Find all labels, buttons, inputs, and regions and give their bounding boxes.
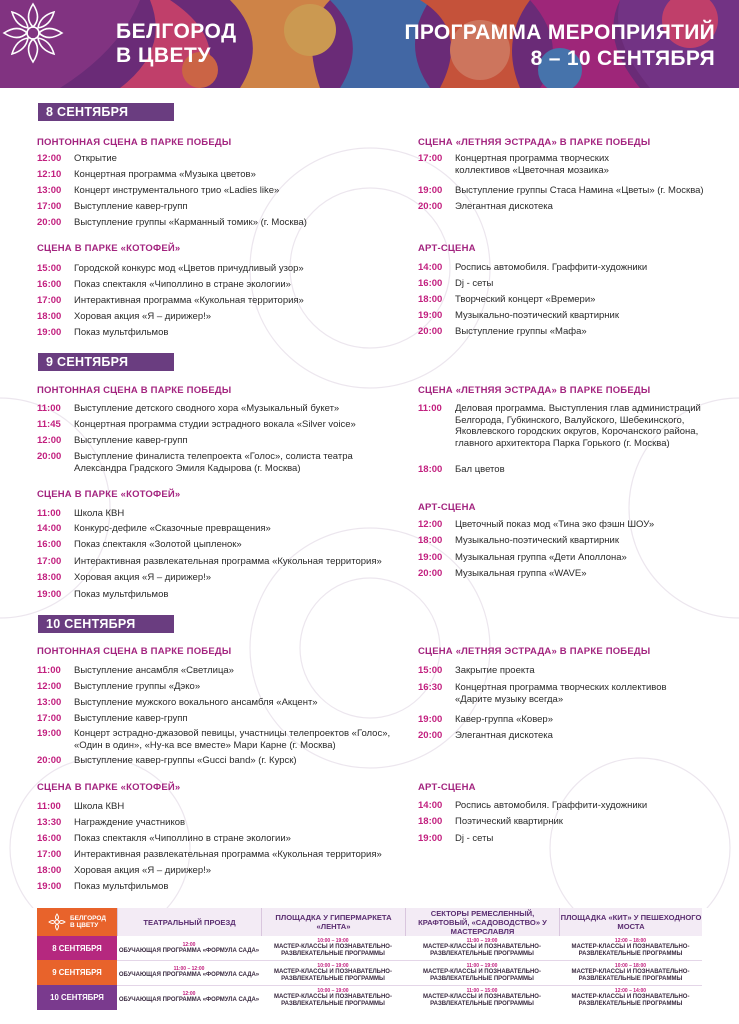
event-time: 20:00: [418, 201, 443, 212]
table-cell: [117, 960, 261, 985]
event-row: [418, 568, 587, 580]
event-row: [37, 681, 200, 693]
event-row: [37, 713, 188, 725]
event-time: 20:00: [37, 451, 62, 462]
day-header-10-september: 10 СЕНТЯБРЯ: [38, 615, 174, 633]
cell-time: 10:00 – 19:00: [317, 938, 349, 944]
event-row: [37, 865, 211, 877]
event-desc: Показ мультфильмов: [74, 327, 169, 338]
event-time: 17:00: [418, 153, 443, 164]
event-time: 18:00: [37, 311, 62, 322]
event-time: 17:00: [37, 713, 62, 724]
event-desc: Школа КВН: [74, 508, 125, 519]
event-row: [418, 185, 704, 197]
venue-title: СЦЕНА «ЛЕТНЯЯ ЭСТРАДА» В ПАРКЕ ПОБЕДЫ: [418, 137, 651, 148]
event-desc: Интерактивная развлекательная программа «Кукольная территория»: [74, 556, 382, 567]
event-row: [418, 730, 553, 742]
table-cell: [117, 985, 261, 1010]
event-desc: Выступление кавер-групп: [74, 713, 188, 724]
event-desc: Деловая программа. Выступления глав администраций Белгорода, Губкинского, Валуйского, Шебекинского, Яковлевского городских округов, Корочанского района, главного архитектора Парка Горького (г. Москва): [455, 403, 701, 449]
event-desc: Показ мультфильмов: [74, 881, 169, 892]
event-time: 18:00: [37, 865, 62, 876]
event-time: 11:00: [37, 403, 61, 414]
event-time: 18:00: [418, 816, 443, 827]
column-header: ПЛОЩАДКА У ГИПЕРМАРКЕТА «ЛЕНТА»: [261, 908, 405, 936]
column-header: СЕКТОРЫ РЕМЕСЛЕННЫЙ, КРАФТОВЫЙ, «САДОВОДСТВО» У МАСТЕРСЛАВЛЯ: [405, 908, 559, 936]
event-desc: Хоровая акция «Я – дирижер!»: [74, 311, 212, 322]
event-row: [418, 326, 587, 338]
event-time: 14:00: [37, 523, 62, 534]
event-time: 13:00: [37, 185, 62, 196]
venue-title: АРТ-СЦЕНА: [418, 502, 476, 513]
day-header-8-september: 8 СЕНТЯБРЯ: [38, 103, 174, 121]
event-desc: Концерт эстрадно-джазовой певицы, участницы телепроектов «Голос», «Один в один», «Ну-ка все вместе» Мари Карне (г. Москва): [74, 728, 391, 751]
event-time: 12:00: [37, 435, 62, 446]
event-desc: Выступление детского сводного хора «Музыкальный букет»: [74, 403, 340, 414]
cell-time: 11:00 – 19:00: [466, 962, 498, 969]
event-desc: Показ спектакля «Чиполлино в стране экологии»: [74, 833, 291, 844]
event-time: 11:00: [37, 801, 61, 812]
event-desc: Интерактивная развлекательная программа «Кукольная территория»: [74, 849, 382, 860]
event-time: 19:00: [37, 589, 62, 600]
event-time: 20:00: [418, 730, 443, 741]
venue-title: СЦЕНА «ЛЕТНЯЯ ЭСТРАДА» В ПАРКЕ ПОБЕДЫ: [418, 646, 651, 657]
event-row: [37, 697, 318, 709]
event-row: [37, 153, 117, 165]
event-time: 19:00: [37, 881, 62, 892]
event-desc: Поэтический квартирник: [455, 816, 563, 827]
event-row: [418, 552, 627, 564]
event-time: 16:00: [37, 279, 62, 290]
event-time: 14:00: [418, 262, 443, 273]
table-cell: [405, 960, 559, 985]
event-row: [37, 263, 304, 275]
event-time: 14:00: [418, 800, 443, 811]
event-row: [37, 419, 356, 431]
venue-title: АРТ-СЦЕНА: [418, 782, 476, 793]
event-desc: Концертная программа студии эстрадного вокала «Silver voice»: [74, 419, 356, 430]
event-row: [418, 201, 553, 213]
event-row: [37, 435, 188, 447]
event-desc: Выступление группы «Карманный томик» (г. Москва): [74, 217, 307, 228]
event-time: 20:00: [37, 217, 62, 228]
event-time: 20:00: [37, 755, 62, 766]
event-row: [418, 310, 619, 322]
cell-text: МАСТЕР-КЛАССЫ И ПОЗНАВАТЕЛЬНО-РАЗВЛЕКАТЕЛЬНЫЕ ПРОГРАММЫ: [274, 944, 392, 957]
cell-time: 11:00 – 12:00: [173, 966, 205, 972]
event-row: [37, 279, 291, 291]
event-row: [37, 295, 304, 307]
cell-time: 12:00: [182, 991, 196, 997]
event-row: [418, 262, 647, 274]
event-desc: Концертная программа «Музыка цветов»: [74, 169, 256, 180]
event-desc: Хоровая акция «Я – дирижер!»: [74, 865, 212, 876]
table-day-label: 8 СЕНТЯБРЯ: [37, 936, 117, 960]
table-logo-text: [70, 915, 106, 929]
event-row: [37, 755, 297, 767]
cell-text: МАСТЕР-КЛАССЫ И ПОЗНАВАТЕЛЬНО-РАЗВЛЕКАТЕЛЬНЫЕ ПРОГРАММЫ: [571, 993, 690, 1007]
flower-logo-icon: [0, 0, 66, 66]
event-desc: Роспись автомобиля. Граффити-художники: [455, 262, 648, 273]
event-row: [418, 714, 553, 726]
event-row: [418, 816, 563, 828]
event-row: [37, 572, 211, 584]
program-title: [404, 20, 715, 72]
event-time: 11:00: [37, 665, 61, 676]
event-row: [418, 464, 505, 476]
cell-time: 10:00 – 19:00: [317, 987, 349, 994]
event-desc: Выступление группы «Дэко»: [74, 681, 201, 692]
cell-time: 10:00 – 18:00: [614, 962, 647, 969]
event-time: 16:00: [418, 278, 443, 289]
event-row: [418, 153, 625, 176]
table-row: [37, 960, 702, 986]
cell-time: 12:00 – 14:00: [614, 987, 647, 994]
event-desc: Награждение участников: [74, 817, 186, 828]
event-row: [37, 665, 234, 677]
event-row: [37, 589, 168, 601]
event-time: 19:00: [37, 728, 62, 739]
program-title-line-2: 8 – 10 СЕНТЯБРЯ: [530, 47, 715, 70]
event-row: [37, 849, 382, 861]
event-row: [37, 185, 279, 197]
event-desc: Роспись автомобиля. Граффити-художники: [455, 800, 648, 811]
event-time: 16:00: [37, 539, 62, 550]
event-time: 13:30: [37, 817, 62, 828]
event-row: [418, 403, 707, 449]
event-row: [37, 833, 291, 845]
cell-text: МАСТЕР-КЛАССЫ И ПОЗНАВАТЕЛЬНО-РАЗВЛЕКАТЕЛЬНЫЕ ПРОГРАММЫ: [423, 993, 541, 1007]
event-row: [37, 881, 168, 893]
venue-title: ПОНТОННАЯ СЦЕНА В ПАРКЕ ПОБЕДЫ: [37, 137, 232, 148]
event-desc: Выступление группы Стаса Намина «Цветы» (г. Москва): [455, 185, 704, 196]
event-desc: Показ спектакля «Чиполлино в стране экологии»: [74, 279, 291, 290]
table-cell: [559, 960, 702, 985]
event-desc: Выступление мужского вокального ансамбля «Акцент»: [74, 697, 318, 708]
event-time: 19:00: [418, 552, 443, 563]
event-row: [37, 523, 271, 535]
event-desc: Конкурс-дефиле «Сказочные превращения»: [74, 523, 271, 534]
event-desc: Музыкально-поэтический квартирник: [455, 535, 620, 546]
workshops-table: [37, 908, 702, 1010]
event-row: [37, 556, 382, 568]
event-desc: Закрытие проекта: [455, 665, 535, 676]
event-time: 12:10: [37, 169, 62, 180]
event-time: 17:00: [37, 556, 62, 567]
header-banner: [0, 0, 739, 88]
event-time: 15:00: [418, 665, 443, 676]
event-desc: Городской конкурс мод «Цветов причудливый узор»: [74, 263, 304, 274]
event-time: 20:00: [418, 326, 443, 337]
cell-text: МАСТЕР-КЛАССЫ И ПОЗНАВАТЕЛЬНО-РАЗВЛЕКАТЕЛЬНЫЕ ПРОГРАММЫ: [423, 968, 541, 982]
table-cell: [261, 960, 405, 985]
event-desc: Концерт инструментального трио «Ladies like»: [74, 185, 280, 196]
event-desc: Творческий концерт «Времери»: [455, 294, 596, 305]
cell-time: 12:00 – 18:00: [614, 938, 647, 944]
event-time: 18:00: [37, 572, 62, 583]
table-cell: [117, 936, 261, 960]
table-cell: [559, 936, 702, 960]
event-row: [37, 311, 211, 323]
cell-text: МАСТЕР-КЛАССЫ И ПОЗНАВАТЕЛЬНО-РАЗВЛЕКАТЕЛЬНЫЕ ПРОГРАММЫ: [423, 944, 541, 957]
table-cell: [261, 985, 405, 1010]
event-desc: Показ мультфильмов: [74, 589, 169, 600]
event-desc: Выступление ансамбля «Светлица»: [74, 665, 234, 676]
event-desc: Цветочный показ мод «Тина эко фэшн ШОУ»: [455, 519, 655, 530]
table-day-label: 10 СЕНТЯБРЯ: [37, 985, 117, 1010]
event-time: 19:00: [418, 714, 443, 725]
event-time: 15:00: [37, 263, 62, 274]
event-desc: Открытие: [74, 153, 117, 164]
cell-time: 10:00 – 19:00: [317, 962, 349, 969]
event-row: [37, 451, 364, 474]
table-logo-line-2: В ЦВЕТУ: [69, 922, 99, 929]
venue-title: ПОНТОННАЯ СЦЕНА В ПАРКЕ ПОБЕДЫ: [37, 385, 232, 396]
event-desc: Показ спектакля «Золотой цыпленок»: [74, 539, 242, 550]
event-time: 19:00: [37, 327, 62, 338]
event-row: [37, 217, 307, 229]
venue-title: СЦЕНА «ЛЕТНЯЯ ЭСТРАДА» В ПАРКЕ ПОБЕДЫ: [418, 385, 651, 396]
event-desc: Концертная программа творческих коллективов «Дарите музыку всегда»: [455, 682, 667, 705]
venue-title: СЦЕНА В ПАРКЕ «КОТОФЕЙ»: [37, 782, 181, 793]
table-cell: [559, 985, 702, 1010]
table-header-row: [37, 908, 702, 936]
venue-title: АРТ-СЦЕНА: [418, 243, 476, 254]
event-time: 16:30: [418, 682, 443, 693]
cell-time: 11:00 – 15:00: [466, 987, 498, 994]
event-desc: Школа КВН: [74, 801, 125, 812]
event-time: 11:00: [37, 508, 61, 519]
event-desc: Выступление кавер-групп: [74, 201, 188, 212]
event-row: [37, 327, 168, 339]
event-row: [418, 665, 535, 677]
event-row: [418, 682, 705, 705]
day-header-9-september: 9 СЕНТЯБРЯ: [38, 353, 174, 371]
event-desc: Концертная программа творческих коллективов «Цветочная мозаика»: [455, 153, 609, 176]
cell-text: ОБУЧАЮЩАЯ ПРОГРАММА «ФОРМУЛА САДА»: [118, 947, 260, 954]
event-row: [37, 403, 339, 415]
cell-text: ОБУЧАЮЩАЯ ПРОГРАММА «ФОРМУЛА САДА»: [118, 972, 260, 978]
event-row: [37, 728, 399, 751]
event-row: [418, 833, 493, 845]
event-time: 18:00: [418, 464, 443, 475]
event-desc: Выступление кавер-группы «Gucci band» (г. Курск): [74, 755, 297, 766]
event-time: 13:00: [37, 697, 62, 708]
event-desc: Выступление финалиста телепроекта «Голос», солиста театра Александра Градского Эмиля Кадырова (г. Москва): [74, 451, 353, 474]
table-row: [37, 985, 702, 1010]
brand-name: [116, 20, 237, 68]
venue-title: ПОНТОННАЯ СЦЕНА В ПАРКЕ ПОБЕДЫ: [37, 646, 232, 657]
event-row: [418, 800, 647, 812]
event-desc: Музыкально-поэтический квартирник: [455, 310, 620, 321]
event-time: 12:00: [418, 519, 443, 530]
event-time: 18:00: [418, 535, 443, 546]
event-row: [37, 817, 185, 829]
event-desc: Хоровая акция «Я – дирижер!»: [74, 572, 212, 583]
brand-line-2: В ЦВЕТУ: [116, 44, 211, 67]
event-time: 16:00: [37, 833, 62, 844]
event-row: [37, 801, 124, 813]
event-desc: Элегантная дискотека: [455, 201, 553, 212]
flower-logo-icon: [48, 913, 66, 931]
event-row: [418, 294, 595, 306]
event-row: [37, 201, 188, 213]
venue-title: СЦЕНА В ПАРКЕ «КОТОФЕЙ»: [37, 489, 181, 500]
brand-line-1: БЕЛГОРОД: [116, 20, 237, 43]
event-time: 19:00: [418, 185, 443, 196]
event-time: 11:00: [418, 403, 442, 414]
cell-text: МАСТЕР-КЛАССЫ И ПОЗНАВАТЕЛЬНО-РАЗВЛЕКАТЕЛЬНЫЕ ПРОГРАММЫ: [571, 968, 690, 982]
column-header: ТЕАТРАЛЬНЫЙ ПРОЕЗД: [117, 908, 261, 936]
event-desc: Элегантная дискотека: [455, 730, 553, 741]
column-header: ПЛОЩАДКА «КИТ» У ПЕШЕХОДНОГО МОСТА: [559, 908, 702, 936]
event-time: 17:00: [37, 201, 62, 212]
event-time: 17:00: [37, 849, 62, 860]
event-row: [37, 539, 242, 551]
table-day-label: 9 СЕНТЯБРЯ: [37, 960, 117, 985]
event-row: [37, 508, 124, 520]
event-time: 19:00: [418, 310, 443, 321]
cell-time: 11:00 – 19:00: [466, 938, 498, 944]
table-cell: [261, 936, 405, 960]
event-time: 12:00: [37, 153, 62, 164]
event-desc: Музыкальная группа «WAVE»: [455, 568, 587, 579]
event-desc: Выступление кавер-групп: [74, 435, 188, 446]
event-row: [418, 278, 493, 290]
event-desc: Интерактивная программа «Кукольная территория»: [74, 295, 304, 306]
cell-text: МАСТЕР-КЛАССЫ И ПОЗНАВАТЕЛЬНО-РАЗВЛЕКАТЕЛЬНЫЕ ПРОГРАММЫ: [571, 944, 690, 957]
event-time: 20:00: [418, 568, 443, 579]
event-desc: Бал цветов: [455, 464, 505, 475]
event-desc: Музыкальная группа «Дети Аполлона»: [455, 552, 627, 563]
program-title-line-1: ПРОГРАММА МЕРОПРИЯТИЙ: [404, 21, 715, 44]
event-desc: Выступление группы «Мафа»: [455, 326, 587, 337]
event-desc: Кавер-группа «Ковер»: [455, 714, 553, 725]
cell-text: МАСТЕР-КЛАССЫ И ПОЗНАВАТЕЛЬНО-РАЗВЛЕКАТЕЛЬНЫЕ ПРОГРАММЫ: [274, 968, 392, 982]
event-row: [418, 535, 619, 547]
table-row: [37, 936, 702, 961]
event-time: 12:00: [37, 681, 62, 692]
table-cell: [405, 936, 559, 960]
venue-title: СЦЕНА В ПАРКЕ «КОТОФЕЙ»: [37, 243, 181, 254]
event-time: 18:00: [418, 294, 443, 305]
event-row: [37, 169, 256, 181]
cell-text: ОБУЧАЮЩАЯ ПРОГРАММА «ФОРМУЛА САДА»: [118, 997, 260, 1003]
event-time: 19:00: [418, 833, 443, 844]
event-desc: Dj - сеты: [455, 833, 494, 844]
event-time: 17:00: [37, 295, 62, 306]
event-desc: Dj - сеты: [455, 278, 494, 289]
table-logo: [37, 908, 117, 936]
event-time: 11:45: [37, 419, 61, 430]
event-row: [418, 519, 654, 531]
cell-time: 12:00: [182, 941, 196, 948]
table-cell: [405, 985, 559, 1010]
table-logo-line-1: БЕЛГОРОД: [69, 915, 107, 922]
cell-text: МАСТЕР-КЛАССЫ И ПОЗНАВАТЕЛЬНО-РАЗВЛЕКАТЕЛЬНЫЕ ПРОГРАММЫ: [274, 993, 392, 1007]
